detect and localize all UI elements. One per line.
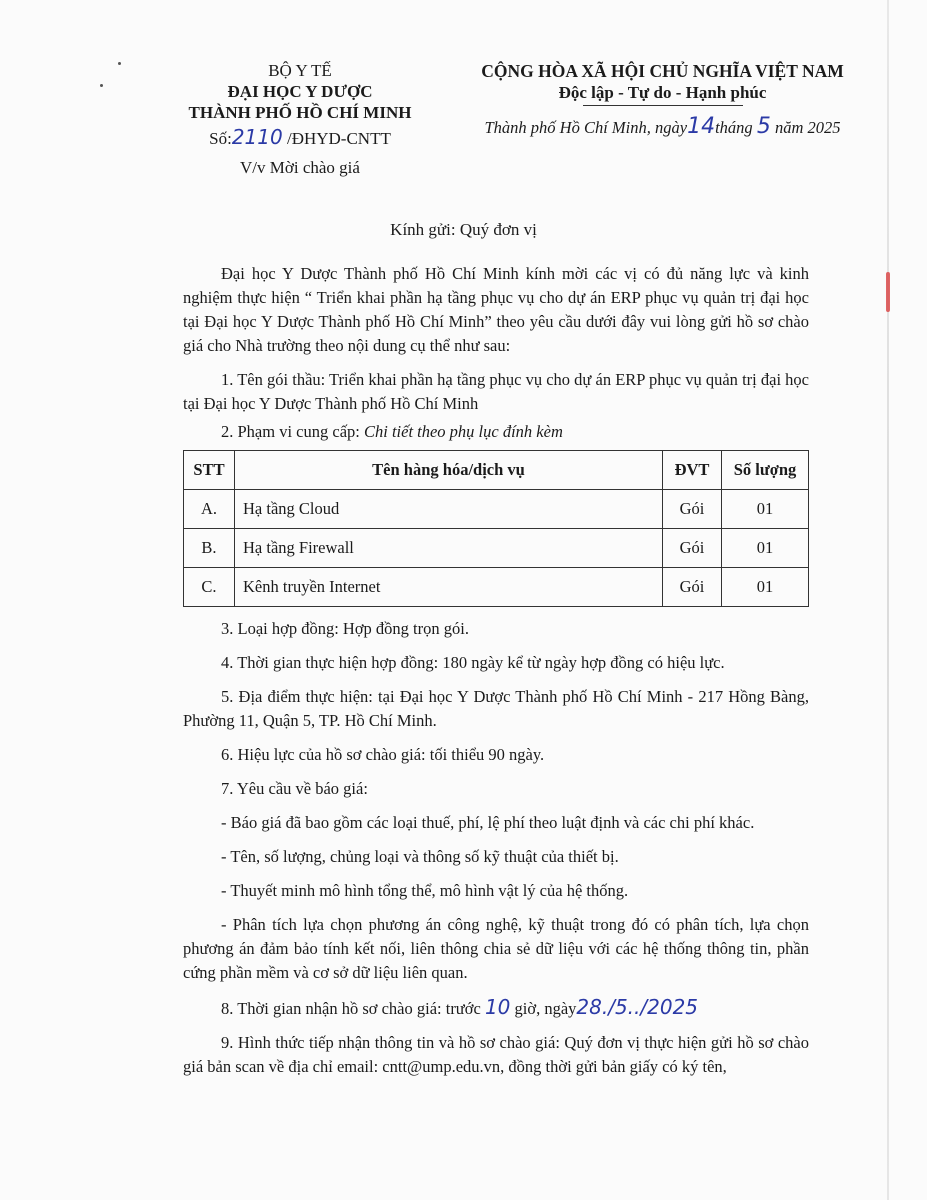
scan-speck xyxy=(118,62,121,65)
intro-paragraph: Đại học Y Dược Thành phố Hồ Chí Minh kính mời các vị có đủ năng lực và kinh nghiệm thực hiện “ Triển khai phần hạ tầng phục vụ cho dự án ERP phục vụ quản trị đại học tại Đại học Y Dược Thành phố Hồ Chí Minh” theo yêu cầu dưới đây vui lòng gửi hồ sơ chào giá cho Nhà trường theo nội dung cụ thể như sau: xyxy=(183,264,809,355)
item-7-bullet: - Báo giá đã bao gồm các loại thuế, phí, lệ phí theo luật định và các chi phí khác. xyxy=(221,813,755,832)
item-2 xyxy=(183,420,809,444)
cell-unit: Gói xyxy=(663,490,722,529)
month-handwritten: 5 xyxy=(756,114,771,139)
cell-stt: A. xyxy=(184,490,235,529)
year-label: năm 2025 xyxy=(770,118,841,137)
table-row xyxy=(184,568,809,607)
item-6: 6. Hiệu lực của hồ sơ chào giá: tối thiểu 90 ngày. xyxy=(221,745,545,764)
item-7-bullet: - Tên, số lượng, chủng loại và thông số kỹ thuật của thiết bị. xyxy=(221,847,619,866)
item-8-prefix: 8. Thời gian nhận hồ sơ chào giá: trước xyxy=(221,999,485,1018)
scan-speck xyxy=(100,84,103,87)
item-8 xyxy=(183,995,809,1021)
number-suffix: /ĐHYD-CNTT xyxy=(282,129,391,148)
date-handwritten: 28./5../2025 xyxy=(576,995,699,1019)
scope-table xyxy=(183,450,809,607)
col-header-name: Tên hàng hóa/dịch vụ xyxy=(235,451,663,490)
scan-edge xyxy=(887,0,889,1200)
place-and-date xyxy=(470,116,855,139)
cell-quantity: 01 xyxy=(722,568,809,607)
item-9: 9. Hình thức tiếp nhận thông tin và hồ sơ chào giá: Quý đơn vị thực hiện gửi hồ sơ chào giá bản scan về địa chỉ email: cntt@ump.edu.vn, đồng thời gửi bản giấy có ký tên, xyxy=(183,1033,809,1076)
cell-unit: Gói xyxy=(663,568,722,607)
cell-stt: C. xyxy=(184,568,235,607)
day-handwritten: 14 xyxy=(687,114,716,139)
document-number xyxy=(170,127,430,149)
ministry-name: BỘ Y TẾ xyxy=(268,61,332,80)
place-label: Thành phố Hồ Chí Minh, ngày xyxy=(484,118,688,137)
item-1: 1. Tên gói thầu: Triển khai phần hạ tầng phục vụ cho dự án ERP phục vụ quản trị đại học tại Đại học Y Dược Thành phố Hồ Chí Minh xyxy=(183,370,809,413)
cell-name: Kênh truyền Internet xyxy=(235,568,663,607)
greeting: Kính gửi: Quý đơn vị xyxy=(390,220,537,239)
table-row xyxy=(184,490,809,529)
item-2-label: 2. Phạm vi cung cấp: xyxy=(221,422,364,441)
item-8-middle: giờ, ngày xyxy=(510,999,577,1018)
national-motto: Độc lập - Tự do - Hạnh phúc xyxy=(558,83,767,102)
document-subject: V/v Mời chào giá xyxy=(240,158,360,177)
nation-title: CỘNG HÒA XÃ HỘI CHỦ NGHĨA VIỆT NAM xyxy=(481,61,844,81)
university-name-line1: ĐẠI HỌC Y DƯỢC xyxy=(227,82,373,101)
university-name-line2: THÀNH PHỐ HỒ CHÍ MINH xyxy=(188,103,412,122)
month-label: tháng xyxy=(715,118,757,137)
national-header xyxy=(470,60,855,139)
issuer-block xyxy=(170,60,430,178)
item-5: 5. Địa điểm thực hiện: tại Đại học Y Dược Thành phố Hồ Chí Minh - 217 Hồng Bàng, Phường 11, Quận 5, TP. Hồ Chí Minh. xyxy=(183,687,809,730)
cell-stt: B. xyxy=(184,529,235,568)
col-header-quantity: Số lượng xyxy=(722,451,809,490)
item-7: 7. Yêu cầu về báo giá: xyxy=(221,779,368,798)
cell-name: Hạ tầng Firewall xyxy=(235,529,663,568)
col-header-stt: STT xyxy=(184,451,235,490)
table-header-row xyxy=(184,451,809,490)
red-margin-mark xyxy=(886,272,890,312)
item-3: 3. Loại hợp đồng: Hợp đồng trọn gói. xyxy=(221,619,469,638)
cell-name: Hạ tầng Cloud xyxy=(235,490,663,529)
item-7-bullet: - Phân tích lựa chọn phương án công nghệ, kỹ thuật trong đó có phân tích, lựa chọn phương án đảm bảo tính kết nối, liên thông chia sẻ dữ liệu với các hệ thống thông tin, phần cứng phần mềm và cơ sở dữ liệu liên quan. xyxy=(183,915,809,982)
hour-handwritten: 10 xyxy=(484,995,511,1019)
document-body xyxy=(183,262,809,1089)
cell-quantity: 01 xyxy=(722,529,809,568)
number-handwritten: 2110 xyxy=(231,125,283,149)
item-4: 4. Thời gian thực hiện hợp đồng: 180 ngày kể từ ngày hợp đồng có hiệu lực. xyxy=(221,653,725,672)
motto-underline xyxy=(583,105,743,106)
item-7-bullet: - Thuyết minh mô hình tổng thể, mô hình vật lý của hệ thống. xyxy=(221,881,629,900)
col-header-unit: ĐVT xyxy=(663,451,722,490)
cell-unit: Gói xyxy=(663,529,722,568)
number-prefix: Số: xyxy=(209,129,232,148)
item-2-detail: Chi tiết theo phụ lục đính kèm xyxy=(363,422,563,441)
cell-quantity: 01 xyxy=(722,490,809,529)
table-row xyxy=(184,529,809,568)
